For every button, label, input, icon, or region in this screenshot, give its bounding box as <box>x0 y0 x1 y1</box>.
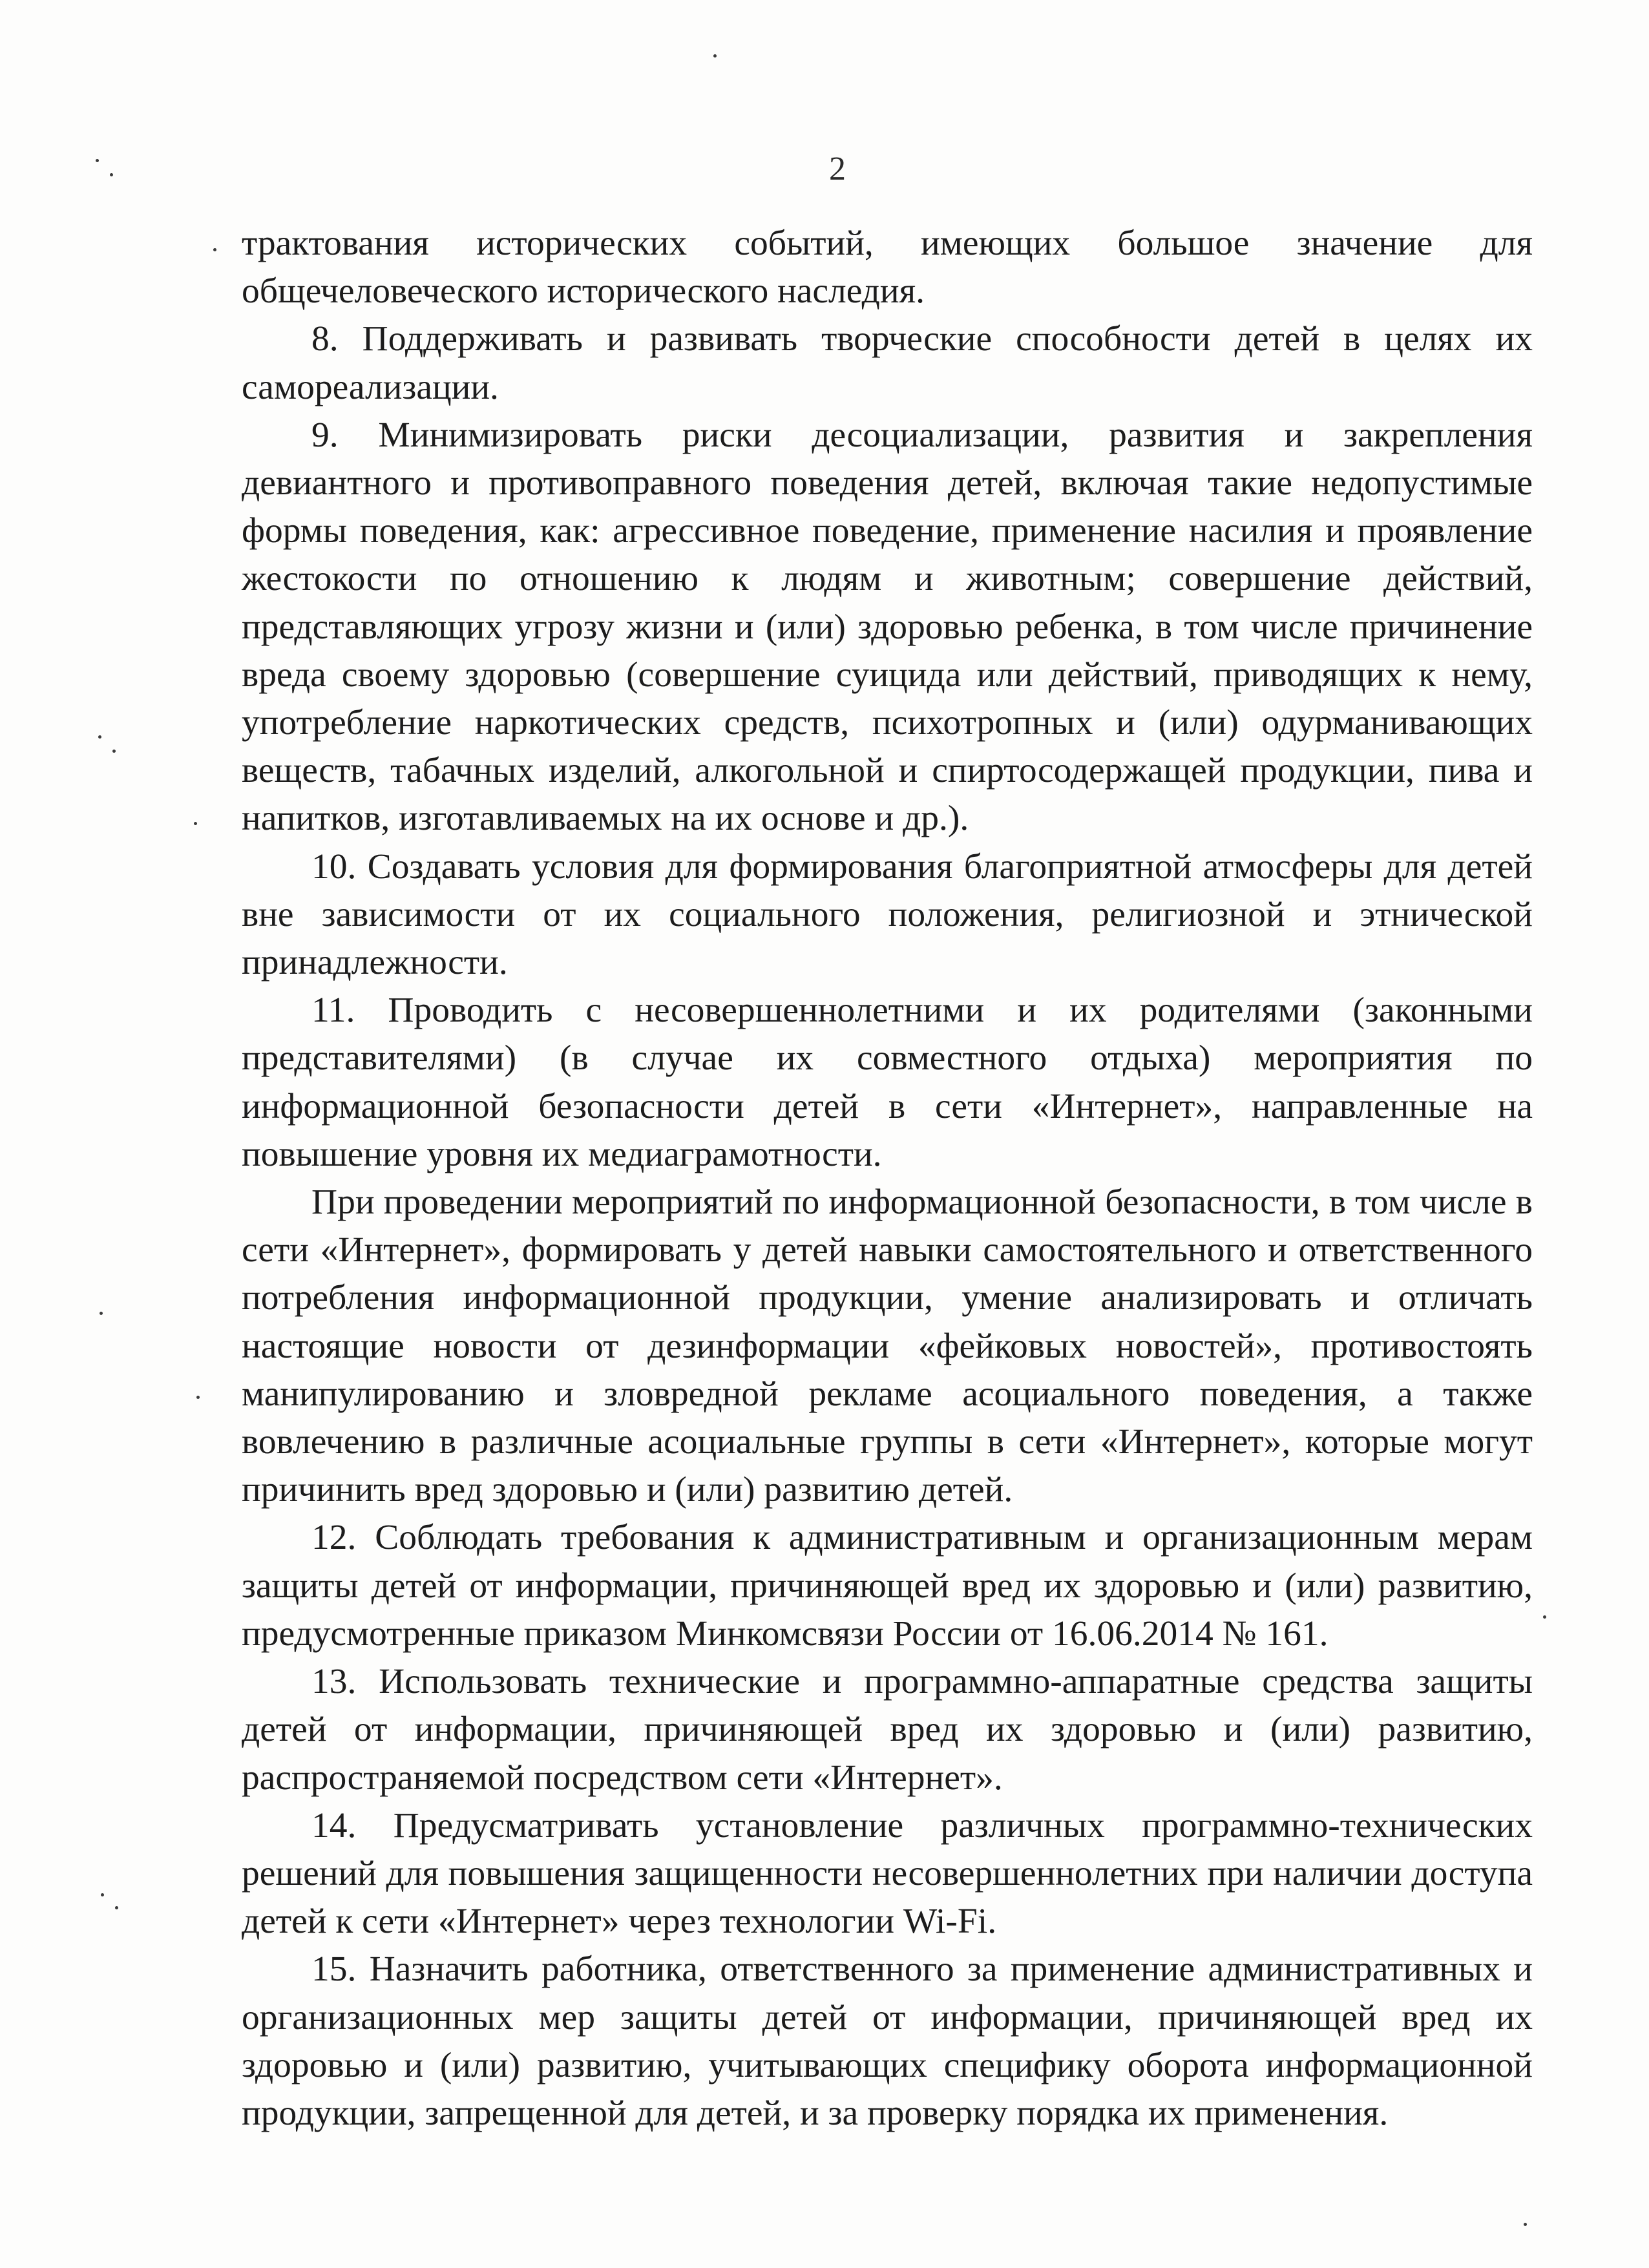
scan-speck <box>1524 2223 1527 2226</box>
scan-speck <box>115 1906 118 1909</box>
paragraph-item-12: 12. Соблюдать требования к административным и организационным мерам защиты детей от информации, причиняющей вред их здоровью и (или) развитию, предусмотренные приказом Минкомсвязи России от 16.06.2014 № 161. <box>242 1518 1533 1654</box>
scan-speck <box>713 54 717 58</box>
scan-speck <box>101 1893 104 1896</box>
scan-speck <box>98 735 101 739</box>
paragraph-item-11: 11. Проводить с несовершеннолетними и их родителями (законными представителями) (в случае их совместного отдыха) мероприятия по информационной безопасности детей в сети «Интернет», направленные на повышение уровня их медиаграмотности. <box>242 991 1533 1174</box>
paragraph-item-14: 14. Предусматривать установление различных программно-технических решений для повышения защищенности несовершеннолетних при наличии доступа детей к сети «Интернет» через технологии Wi-Fi. <box>242 1805 1533 1942</box>
scan-speck <box>100 1312 103 1315</box>
paragraph-item-11-detail: При проведении мероприятий по информационной безопасности, в том числе в сети «Интернет», формировать у детей навыки самостоятельного и ответственного потребления информационной продукции, умение анализировать и отличать настоящие новости от дезинформации «фейковых новостей», противостоять манипулированию и зловредной рекламе асоциального поведения, а также вовлечению в различные асоциальные группы в сети «Интернет», которые могут причинить вред здоровью и (или) развитию детей. <box>242 1182 1533 1510</box>
scan-speck <box>1543 1615 1546 1619</box>
paragraph-item-15: 15. Назначить работника, ответственного за применение административных и организационных мер защиты детей от информации, причиняющей вред их здоровью и (или) развитию, учитывающих специфику оборота информационной продукции, запрещенной для детей, и за проверку порядка их применения. <box>242 1949 1533 2133</box>
paragraph-item-8: 8. Поддерживать и развивать творческие способности детей в целях их самореализации. <box>242 319 1533 407</box>
paragraph-item-10: 10. Создавать условия для формирования благоприятной атмосферы для детей вне зависимости от их социального положения, религиозной и этнической принадлежности. <box>242 846 1533 983</box>
scan-speck <box>96 159 99 162</box>
paragraph-item-9: 9. Минимизировать риски десоциализации, развития и закрепления девиантного и противоправного поведения детей, включая такие недопустимые формы поведения, как: агрессивное поведение, применение насилия и проявление жестокости по отношению к людям и животным; совершение действий, представляющих угрозу жизни и (или) здоровью ребенка, в том числе причинение вреда своему здоровью (совершение суицида или действий, приводящих к нему, употребление наркотических средств, психотропных и (или) одурманивающих веществ, табачных изделий, алкогольной и спиртосодержащей продукции, пива и напитков, изготавливаемых на их основе и др.). <box>242 415 1533 839</box>
document-body <box>242 220 1533 2137</box>
scan-speck <box>110 173 113 176</box>
scan-speck <box>213 248 216 251</box>
page-number: 2 <box>829 151 846 187</box>
scan-speck <box>194 822 197 825</box>
scan-speck <box>112 750 116 753</box>
paragraph-item-13: 13. Использовать технические и программно-аппаратные средства защиты детей от информации, причиняющей вред их здоровью и (или) развитию, распространяемой посредством сети «Интернет». <box>242 1662 1533 1798</box>
scan-speck <box>196 1396 200 1399</box>
paragraph-continuation: трактования исторических событий, имеющих большое значение для общечеловеческого исторического наследия. <box>242 224 1533 311</box>
